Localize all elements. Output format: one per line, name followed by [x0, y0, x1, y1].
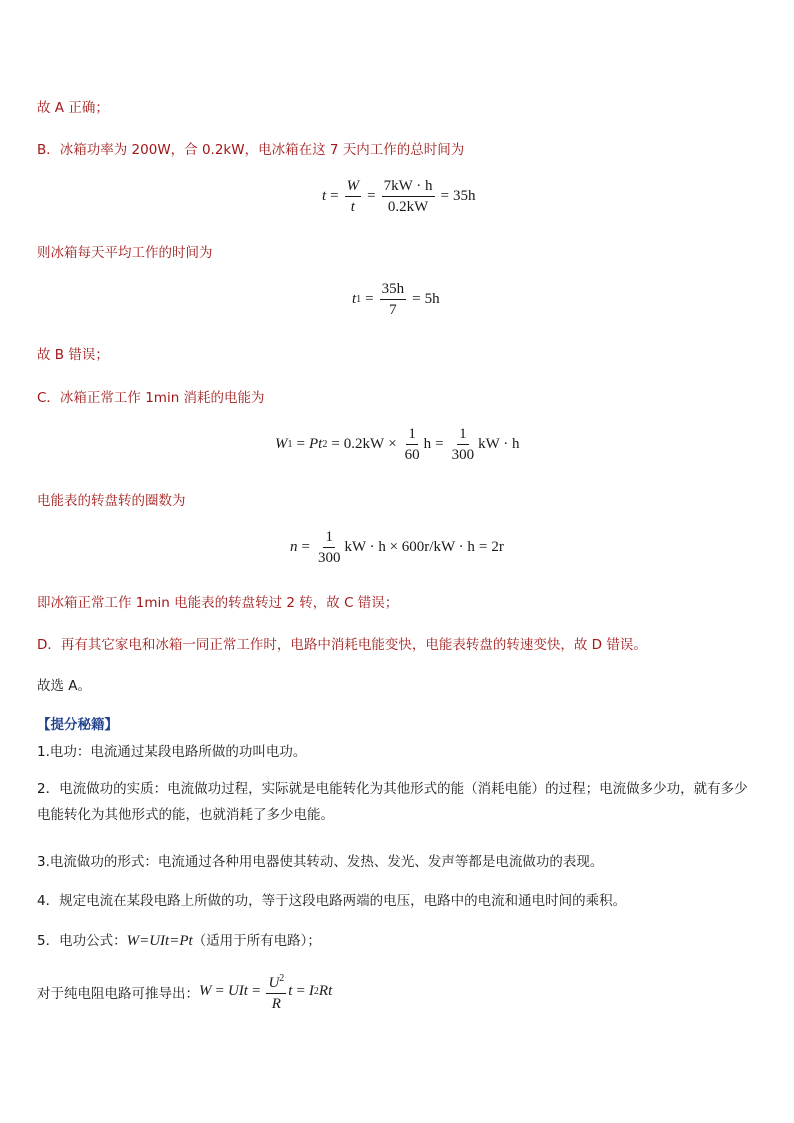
- solution-line-c-wrong: 即冰箱正常工作 1min 电能表的转盘转过 2 转，故 C 错误；: [37, 595, 399, 611]
- eq3-fraction-1: $\frac{1}{60}$: [404, 426, 420, 463]
- eq3-fraction-2: $\frac{1}{300}$: [451, 426, 475, 463]
- eq1-fraction-2: $\frac{7kW \cdot h}{0.2kW}$: [383, 178, 433, 215]
- tips-heading: 【提分秘籍】: [37, 717, 118, 733]
- solution-line-d: D．再有其它家电和冰箱一同正常工作时，电路中消耗电能变快，电能表转盘的转速变快，故 D 错误。: [37, 637, 647, 653]
- tips-point-6: 对于纯电阻电路可推导出： W = UIt = $\frac{U^2}{R}$ t = I 2 Rt: [37, 970, 332, 1013]
- solution-line-c-intro: C．冰箱正常工作 1min 消耗的电能为: [37, 390, 265, 406]
- eq4-fraction: $\frac{1}{300}$: [317, 529, 341, 566]
- tips-point-2: 2．电流做功的实质：电流做功过程，实际就是电能转化为其他形式的能（消耗电能）的过程；电流做多少功，就有多少电能转化为其他形式的能，也就消耗了多少电能。: [37, 781, 748, 823]
- equation-energy: W 1 = P t 2 = 0.2kW × $\frac{1}{60}$ h = $\frac{1}{300}$ kW · h: [275, 426, 520, 463]
- eq1-result: 35h: [452, 188, 476, 204]
- tips-point-5: 5．电功公式：W=UIt=Pt（适用于所有电路）；: [37, 933, 321, 949]
- equation-daily-time: t 1 = $\frac{35h}{7}$ = 5h: [352, 281, 440, 318]
- solution-line-revolutions: 电能表的转盘转的圈数为: [37, 493, 186, 509]
- solution-line-daily-time: 则冰箱每天平均工作的时间为: [37, 245, 213, 261]
- work-formula: W=UIt=Pt: [126, 933, 193, 949]
- formula-fraction: $\frac{U^2}{R}$: [266, 970, 286, 1013]
- solution-line-a-correct: 故 A 正确；: [37, 100, 109, 116]
- eq2-fraction: $\frac{35h}{7}$: [381, 281, 405, 318]
- equation-revolutions: n = $\frac{1}{300}$ kW · h × 600r/kW · h = 2r: [290, 529, 504, 566]
- tips-point-4: 4．规定电流在某段电路上所做的功，等于这段电路两端的电压，电路中的电流和通电时间的乘积。: [37, 893, 627, 909]
- solution-answer: 故选 A。: [37, 678, 92, 694]
- eq1-fraction-1: $\frac{W}{t}$: [346, 178, 360, 215]
- eq1-lhs: t: [322, 188, 327, 204]
- eq2-result: 5h: [424, 291, 440, 307]
- tips-point-1: 1.电功：电流通过某段电路所做的功叫电功。: [37, 744, 307, 760]
- pure-resistance-formula: W = UIt = $\frac{U^2}{R}$ t = I 2 Rt: [199, 970, 332, 1013]
- tips-point-3: 3.电流做功的形式：电流通过各种用电器使其转动、发热、发光、发声等都是电流做功的表现。: [37, 854, 604, 870]
- eq2-lhs: t: [352, 291, 357, 307]
- solution-line-b-intro: B．冰箱功率为 200W，合 0.2kW，电冰箱在这 7 天内工作的总时间为: [37, 142, 465, 158]
- equation-total-time: t = $\frac{W}{t}$ = $\frac{7kW \cdot h}{0.2kW}$ = 35h: [322, 178, 476, 215]
- solution-line-b-wrong: 故 B 错误；: [37, 347, 109, 363]
